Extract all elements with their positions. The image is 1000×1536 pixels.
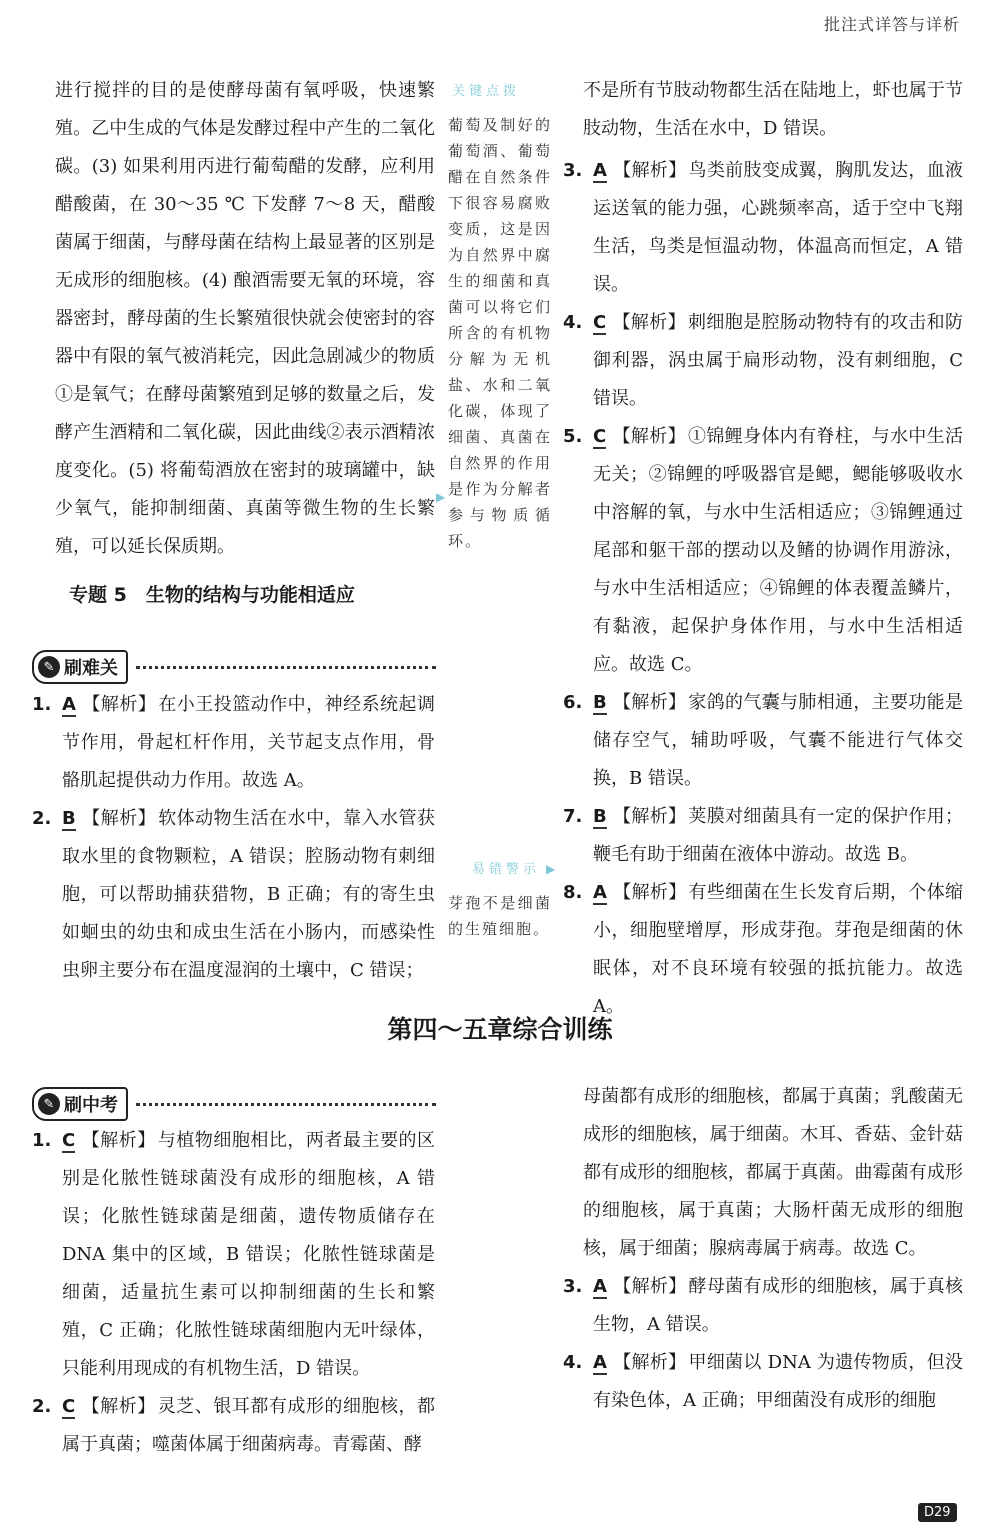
left-column-top: [55, 72, 435, 607]
question-number: 1.: [32, 1130, 52, 1151]
page-number: D29: [918, 1503, 957, 1522]
answer-item: [563, 304, 963, 418]
answer-letter: B: [593, 692, 607, 713]
running-header: 批注式详答与详析: [823, 15, 960, 34]
answer-letter: A: [593, 1352, 607, 1373]
pen-icon-2: ✎: [38, 1093, 60, 1115]
dotted-divider: [136, 666, 436, 669]
analysis-tag: 【解析】: [81, 694, 157, 715]
analysis-tag: 【解析】: [612, 1276, 687, 1297]
answer-item: [32, 1388, 435, 1464]
right-column-bottom: [563, 1078, 963, 1420]
answer-letter: C: [593, 426, 607, 447]
question-number: 4.: [563, 312, 583, 333]
question-number: 4.: [563, 1352, 583, 1373]
analysis-tag: 【解析】: [81, 808, 157, 829]
badge-hard-label: 刷难关: [64, 658, 118, 679]
analysis-tag: 【解析】: [612, 806, 687, 827]
side-note-warning: 芽孢不是细菌的生殖细胞。: [448, 894, 552, 938]
analysis-tag: 【解析】: [612, 160, 687, 181]
analysis-paragraph: 进行搅拌的目的是使酵母菌有氧呼吸，快速繁殖。乙中生成的气体是发酵过程中产生的二氧化碳。(3) 如果利用丙进行葡萄醋的发酵，应利用醋酸菌，在 30～35 ℃ 下发酵 7～8 天，醋酸菌属于细菌，与酵母菌在结构上最显著的区别是无成形的细胞核。(4) 酿酒需要无氧的环境，容器密封，酵母菌的生长繁殖很快就会使密封的容器中有限的氧气被消耗完，因此急剧减少的物质①是氧气；在酵母菌繁殖到足够的数量之后，发酵产生酒精和二氧化碳，因此曲线②表示酒精浓度变化。(5) 将葡萄酒放在密封的玻璃罐中，缺少氧气，能抑制细菌、真菌等微生物的生长繁殖，可以延长保质期。: [55, 80, 435, 557]
answer-letter: C: [62, 1396, 76, 1417]
side-note-key: 葡萄及制好的葡萄酒、葡萄醋在自然条件下很容易腐败变质，这是因为自然界中腐生的细菌和真菌可以将它们所含的有机物分解为无机盐、水和二氧化碳，体现了细菌、真菌在自然界的作用是作为分解者参与物质循环。: [448, 116, 552, 550]
question-number: 7.: [563, 806, 583, 827]
answer-letter: C: [593, 312, 607, 333]
analysis-text: 家鸽的气囊与肺相通，主要功能是储存空气，辅助呼吸，气囊不能进行气体交换，B 错误。: [593, 692, 964, 789]
dotted-divider-2: [136, 1103, 436, 1106]
left-items-top: [32, 686, 435, 990]
answer-item: [563, 152, 963, 304]
analysis-tag: 【解析】: [612, 312, 687, 333]
answer-letter: B: [593, 806, 607, 827]
answer-letter: A: [593, 882, 607, 903]
answer-letter: A: [593, 160, 607, 181]
analysis-tag: 【解析】: [612, 1352, 687, 1373]
badge-hard: [32, 650, 436, 684]
analysis-text: 有些细菌在生长发育后期，个体缩小，细胞壁增厚，形成芽孢。芽孢是细菌的休眠体，对不良环境有较强的抵抗能力。故选 A。: [593, 882, 964, 1017]
answer-letter: C: [62, 1130, 76, 1151]
analysis-text: 酵母菌有成形的细胞核，属于真核生物，A 错误。: [593, 1276, 964, 1335]
question-number: 2.: [32, 808, 52, 829]
answer-item: [563, 874, 963, 1026]
pen-icon: ✎: [38, 656, 60, 678]
answer-item: [32, 686, 435, 800]
question-number: 2.: [32, 1396, 52, 1417]
continuation-text-2: 母菌都有成形的细胞核，都属于真菌；乳酸菌无成形的细胞核，属于细菌。木耳、香菇、金针菇都有成形的细胞核，都属于真菌。曲霉菌有成形的细胞核，属于真菌；大肠杆菌无成形的细胞核，属于细菌；腺病毒属于病毒。故选 C。: [583, 1086, 963, 1259]
question-number: 6.: [563, 692, 583, 713]
answer-item: [563, 684, 963, 798]
answer-item: [563, 1268, 963, 1344]
analysis-tag: 【解析】: [612, 692, 687, 713]
chapter-title: 第四～五章综合训练: [387, 1015, 613, 1044]
badge-mid-box: [32, 1087, 128, 1121]
analysis-tag: 【解析】: [612, 882, 687, 903]
question-number: 3.: [563, 160, 583, 181]
answer-item: [32, 800, 435, 990]
analysis-text: 软体动物生活在水中，靠入水管获取水里的食物颗粒，A 错误；腔肠动物有刺细胞，可以帮助捕获猎物，B 正确；有的寄生虫如蛔虫的幼虫和成虫生活在小肠内，而感染性虫卵主要分布在温度湿润的土壤中，C 错误；: [62, 808, 436, 981]
analysis-text: 甲细菌以 DNA 为遗传物质，但没有染色体，A 正确；甲细菌没有成形的细胞: [593, 1352, 964, 1411]
answer-letter: B: [62, 808, 76, 829]
analysis-tag: 【解析】: [81, 1130, 156, 1151]
answer-item: [563, 1344, 963, 1420]
right-column-top: [563, 72, 963, 1026]
arrow-right-icon-2: ▶: [546, 862, 556, 876]
left-column-bottom: [32, 1122, 435, 1464]
badge-hard-box: [32, 650, 128, 684]
continuation-text: 不是所有节肢动物都生活在陆地上，虾也属于节肢动物，生活在水中，D 错误。: [583, 80, 963, 139]
analysis-text: ①锦鲤身体内有脊柱，与水中生活无关；②锦鲤的呼吸器官是鳃，鳃能够吸收水中溶解的氧，与水中生活相适应；③锦鲤通过尾部和躯干部的摆动以及鳍的协调作用游泳，与水中生活相适应；④锦鲤的体表覆盖鳞片，有黏液，起保护身体作用，与水中生活相适应。故选 C。: [593, 426, 964, 675]
question-number: 3.: [563, 1276, 583, 1297]
analysis-tag: 【解析】: [612, 426, 687, 447]
answer-letter: A: [593, 1276, 607, 1297]
analysis-text: 鸟类前肢变成翼，胸肌发达，血液运送氧的能力强，心跳频率高，适于空中飞翔生活，鸟类是恒温动物，体温高而恒定，A 错误。: [593, 160, 964, 295]
topic-heading: 专题 5 生物的结构与功能相适应: [69, 584, 355, 606]
side-note-title-warning: 易错警示: [472, 862, 541, 877]
badge-mid: [32, 1087, 436, 1121]
answer-item: [563, 418, 963, 684]
answer-letter: A: [62, 694, 76, 715]
question-number: 5.: [563, 426, 583, 447]
analysis-tag: 【解析】: [81, 1396, 156, 1417]
analysis-text: 灵芝、银耳都有成形的细胞核，都属于真菌；噬菌体属于细菌病毒。青霉菌、酵: [62, 1396, 436, 1455]
answer-item: [563, 798, 963, 874]
arrow-right-icon: ▶: [436, 490, 446, 504]
badge-mid-label: 刷中考: [64, 1095, 118, 1116]
question-number: 8.: [563, 882, 583, 903]
question-number: 1.: [32, 694, 52, 715]
answer-item: [32, 1122, 435, 1388]
analysis-text: 在小王投篮动作中，神经系统起调节作用，骨起杠杆作用，关节起支点作用，骨骼肌起提供动力作用。故选 A。: [62, 694, 436, 791]
side-note-title-key: 关键点拨: [452, 84, 521, 99]
analysis-text: 荚膜对细菌具有一定的保护作用；鞭毛有助于细菌在液体中游动。故选 B。: [593, 806, 964, 865]
analysis-text: 与植物细胞相比，两者最主要的区别是化脓性链球菌没有成形的细胞核，A 错误；化脓性链球菌是细菌，遗传物质储存在 DNA 集中的区域，B 错误；化脓性链球菌是细菌，适量抗生素可以抑制细菌的生长和繁殖，C 正确；化脓性链球菌细胞内无叶绿体，只能利用现成的有机物生活，D 错误。: [62, 1130, 436, 1379]
analysis-text: 刺细胞是腔肠动物特有的攻击和防御利器，涡虫属于扁形动物，没有刺细胞，C 错误。: [593, 312, 964, 409]
